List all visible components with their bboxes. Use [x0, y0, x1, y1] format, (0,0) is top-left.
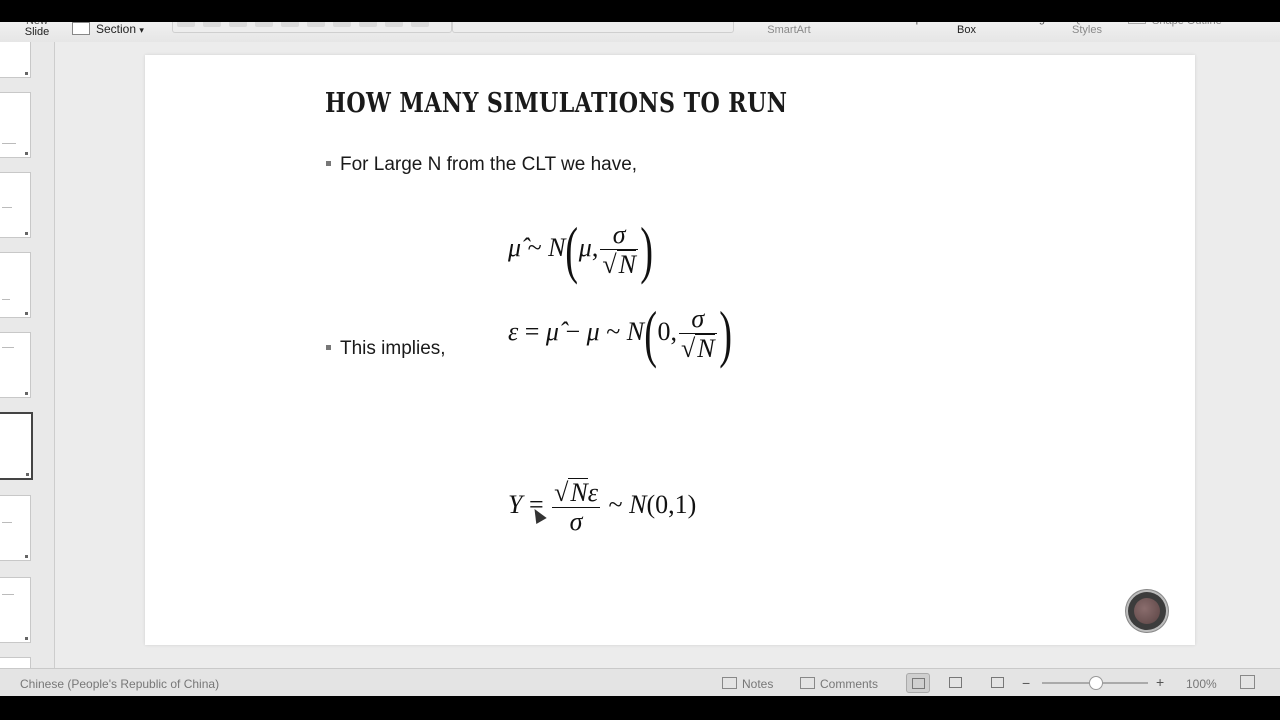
thumbnail-marker-icon: [25, 392, 28, 395]
notes-label: Notes: [742, 677, 774, 691]
zoom-in-button[interactable]: +: [1156, 674, 1165, 690]
comments-button[interactable]: [800, 677, 878, 691]
slide-thumbnail[interactable]: [0, 252, 31, 318]
slide-sorter-button[interactable]: [944, 673, 966, 691]
thumbnail-marker-icon: [25, 312, 28, 315]
comments-label: Comments: [820, 677, 879, 691]
slide-title[interactable]: HOW MANY SIMULATIONS TO RUN: [325, 88, 788, 119]
equation-error-distribution[interactable]: ε = μ̂ − μ ~ N(0, $\frac{\sigma}{√N}$ ): [508, 298, 732, 369]
thumbnail-marker-icon: [25, 72, 28, 75]
section-icon: [72, 22, 90, 35]
section-caret-icon: ▾: [139, 25, 144, 35]
text-box-label-2: Box: [957, 24, 976, 36]
comments-icon: [800, 677, 815, 689]
bullet-text: For Large N from the CLT we have,: [340, 154, 638, 175]
slide-thumbnail[interactable]: [0, 172, 31, 238]
thumbnail-marker-icon: [25, 555, 28, 558]
slide-thumbnail-selected[interactable]: [0, 412, 33, 480]
normal-view-icon: [912, 678, 925, 689]
bullet-item[interactable]: [326, 338, 446, 360]
quick-styles-label-2: Styles: [1072, 24, 1102, 36]
slide-thumbnail-pane[interactable]: [0, 42, 55, 668]
reading-view-button[interactable]: [986, 673, 1008, 691]
notes-button[interactable]: [722, 677, 773, 691]
zoom-out-button[interactable]: −: [1022, 675, 1031, 691]
slide-thumbnail[interactable]: [0, 657, 31, 668]
letterbox-bottom: [0, 696, 1280, 720]
reading-view-icon: [991, 677, 1004, 688]
thumbnail-marker-icon: [25, 152, 28, 155]
record-icon: [1134, 598, 1160, 624]
slide-thumbnail[interactable]: [0, 92, 31, 158]
language-indicator[interactable]: Chinese (People's Republic of China): [20, 677, 220, 691]
section-button[interactable]: [72, 22, 144, 36]
convert-label-2: SmartArt: [767, 24, 811, 36]
slide-thumbnail[interactable]: [0, 332, 31, 398]
equation-estimator-distribution[interactable]: μ̂ ~ N(μ, $\frac{\sigma}{√N}$ ): [508, 214, 654, 285]
fit-to-window-icon[interactable]: [1240, 675, 1255, 689]
bullet-marker-icon: [326, 345, 331, 350]
normal-view-button[interactable]: [906, 673, 930, 693]
slide-thumbnail[interactable]: [0, 495, 31, 561]
bullet-marker-icon: [326, 161, 331, 166]
bullet-text: This implies,: [340, 338, 446, 359]
zoom-slider-handle[interactable]: [1089, 676, 1103, 690]
letterbox-top: [0, 0, 1280, 22]
equation-standardized[interactable]: Y = $\frac{√N\varepsilon}{\sigma}$ ~ N(0,1): [508, 478, 697, 536]
zoom-level[interactable]: 100%: [1186, 677, 1217, 691]
slide-thumbnail[interactable]: [0, 42, 31, 78]
thumbnail-marker-icon: [26, 473, 29, 476]
section-label: Section: [96, 22, 137, 36]
notes-icon: [722, 677, 737, 689]
thumbnail-marker-icon: [25, 232, 28, 235]
slide-thumbnail[interactable]: [0, 577, 31, 643]
bullet-item[interactable]: [326, 154, 637, 176]
record-button[interactable]: [1128, 592, 1166, 630]
thumbnail-marker-icon: [25, 637, 28, 640]
slide-sorter-icon: [949, 677, 962, 688]
new-slide-label-2: Slide: [24, 26, 50, 38]
status-bar: [0, 668, 1280, 697]
